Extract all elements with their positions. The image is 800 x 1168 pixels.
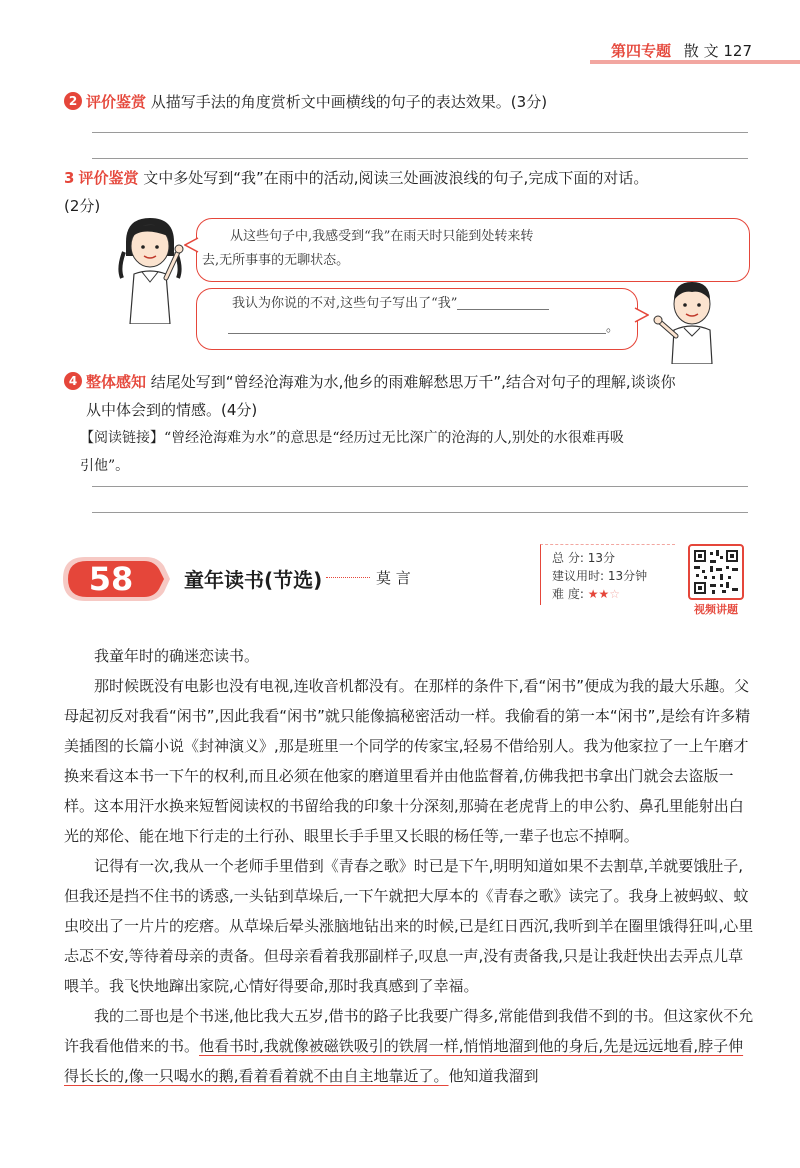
question-4-tag: 整体感知	[86, 373, 147, 391]
boy-illustration	[650, 276, 730, 364]
qr-code-frame[interactable]	[688, 544, 744, 600]
girl-speech-text	[202, 225, 730, 273]
question-4-number: 4	[64, 372, 82, 390]
video-explain-link[interactable]: 视频讲题	[694, 603, 738, 616]
bubble-tail	[184, 236, 200, 254]
header-topic: 第四专题	[611, 42, 672, 60]
article-body	[64, 641, 754, 1091]
total-score-label: 总 分:	[552, 551, 584, 565]
answer-blank[interactable]	[228, 333, 606, 334]
question-3-number: 3	[64, 169, 75, 187]
answer-line[interactable]	[92, 512, 748, 513]
boy-speech-line1: 我认为你说的不对,这些句子写出了“我”	[232, 296, 458, 311]
article-number: 58	[88, 560, 134, 598]
star-icon: ★	[598, 587, 610, 601]
question-2	[64, 88, 764, 116]
reading-link-label: 【阅读链接】	[80, 430, 164, 446]
total-score-value: 13分	[587, 551, 615, 565]
answer-line[interactable]	[92, 486, 748, 487]
suggested-time-value: 13分钟	[607, 569, 648, 583]
boy-speech-end: 。	[606, 320, 620, 335]
answer-line[interactable]	[92, 132, 748, 133]
girl-illustration	[112, 212, 190, 324]
header-section: 散 文	[683, 42, 719, 60]
title-author-dots	[326, 577, 370, 578]
suggested-time-label: 建议用时:	[552, 569, 605, 583]
bubble-tail	[633, 306, 649, 324]
question-4-text-line2: 从中体会到的情感。(4分)	[86, 401, 258, 419]
paragraph-4	[64, 1001, 754, 1091]
question-4	[64, 368, 764, 424]
paragraph-1: 我童年时的确迷恋读书。	[94, 647, 260, 665]
answer-blank[interactable]	[457, 309, 549, 310]
reading-link-line1: “曾经沧海难为水”的意思是“经历过无比深广的沧海的人,别处的水很难再吸	[164, 430, 624, 446]
answer-line[interactable]	[92, 158, 748, 159]
page-header	[611, 40, 752, 61]
paragraph-4-start: 我的二哥也是个书迷,他比我大五岁,借书的路子比我要广得多,常能借到我借不到的书。但这家伙不允许我看他借来的书。	[64, 1007, 754, 1055]
question-3-tag: 评价鉴赏	[78, 169, 139, 187]
article-info	[552, 549, 682, 603]
paragraph-3: 记得有一次,我从一个老师手里借到《青春之歌》时已是下午,明明知道如果不去割草,羊就要饿肚子,但我还是挡不住书的诱惑,一头钻到草垛后,一下午就把大厚本的《青春之歌》读完了。我身上被蚂蚁、蚊虫咬出了一片片的疙瘩。从草垛后晕头涨脑地钻出来的时候,已是红日西沉,我听到羊在圈里饿得狂叫,心里忐忑不安,等待着母亲的责备。但母亲看着我那副样子,叹息一声,没有责备我,只是让我赶快出去弄点儿草喂羊。我飞快地蹿出家院,心情好得要命,那时我真感到了幸福。	[64, 857, 754, 995]
question-2-text: 从描写手法的角度赏析文中画横线的句子的表达效果。(3分)	[150, 93, 548, 111]
boy-speech-text	[232, 292, 632, 340]
question-3-text: 文中多处写到“我”在雨中的活动,阅读三处画波浪线的句子,完成下面的对话。	[143, 169, 649, 187]
article-title: 童年读书(节选)	[184, 568, 323, 592]
paragraph-4-end: 他知道我溜到	[448, 1067, 539, 1085]
girl-speech-line2: 去,无所事事的无聊状态。	[202, 253, 350, 268]
article-author: 莫 言	[376, 569, 411, 587]
reading-link-line2: 引他”。	[80, 458, 130, 474]
difficulty-label: 难 度:	[552, 587, 584, 601]
question-2-number: 2	[64, 92, 82, 110]
paragraph-2: 那时候既没有电影也没有电视,连收音机都没有。在那样的条件下,看“闲书”便成为我的最大乐趣。父母起初反对我看“闲书”,因此我看“闲书”就只能像搞秘密活动一样。我偷看的第一本“闲书”,是绘有许多精美插图的长篇小说《封神演义》,那是班里一个同学的传家宝,轻易不借给别人。我为他家拉了一上午磨才换来看这本书一下午的权利,而且必须在他家的磨道里看并由他监督着,仿佛我把书拿出门就会去盗版一样。这本用汗水换来短暂阅读权的书留给我的印象十分深刻,那骑在老虎背上的申公豹、鼻孔里能射出白光的郑伦、能在地下行走的土行孙、眼里长手手里又长眼的杨任等,一辈子也忘不掉啊。	[64, 677, 751, 845]
star-icon: ★	[587, 587, 599, 601]
underlined-sentence: 他看书时,我就像被磁铁吸引的铁屑一样,悄悄地溜到他的身后,先是远远地看,脖子伸得长长的,像一只喝水的鹅,看着看着就不由自主地靠近了。	[64, 1037, 744, 1085]
half-star-icon: ☆	[609, 587, 620, 601]
reading-link	[80, 424, 770, 480]
qr-code-icon[interactable]	[692, 548, 740, 596]
question-4-text-line1: 结尾处写到“曾经沧海难为水,他乡的雨难解愁思万千”,结合对句子的理解,谈谈你	[150, 373, 676, 391]
question-2-tag: 评价鉴赏	[86, 93, 147, 111]
girl-speech-line1: 从这些句子中,我感受到“我”在雨天时只能到处转来转	[230, 229, 534, 244]
question-3-score: (2分)	[64, 197, 101, 215]
page-number: 127	[723, 42, 752, 60]
